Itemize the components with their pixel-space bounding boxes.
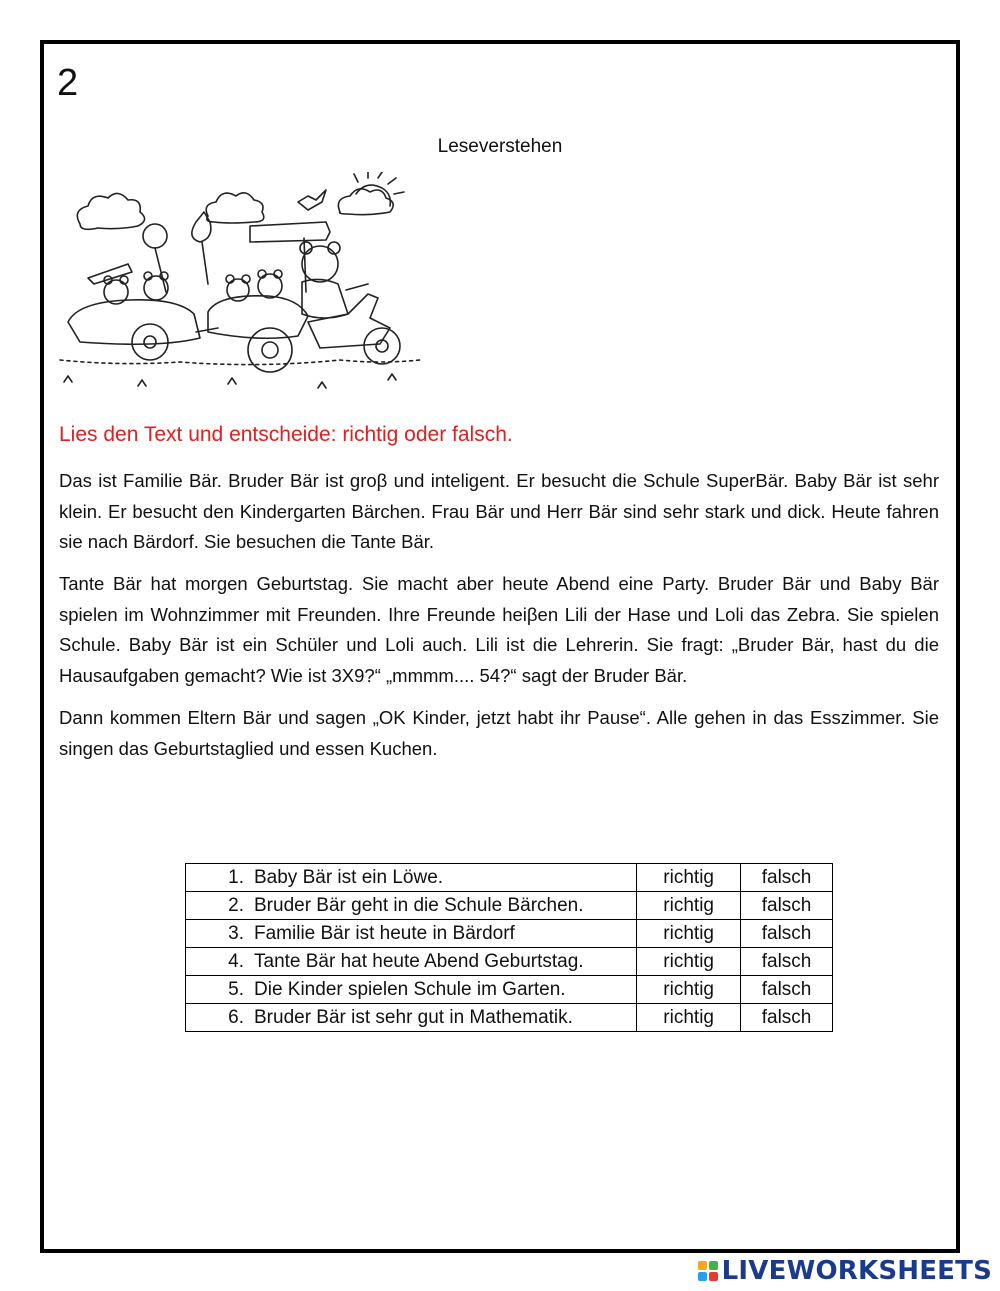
bear-icon [258, 270, 282, 298]
option-richtig[interactable]: richtig [637, 1004, 741, 1032]
option-falsch[interactable]: falsch [741, 864, 833, 892]
table-row [186, 892, 833, 920]
signpost-icon [250, 222, 330, 242]
question-text: Tante Bär hat heute Abend Geburtstag. [254, 951, 584, 972]
motorcycle [308, 294, 390, 348]
option-falsch[interactable]: falsch [741, 948, 833, 976]
bear-family-illustration [58, 172, 424, 400]
cloud-icon [206, 193, 264, 223]
question-number: 3. [228, 923, 244, 944]
sun-icon [354, 172, 404, 206]
wheel [248, 328, 292, 372]
liveworksheets-logo-icon [698, 1261, 718, 1281]
option-richtig[interactable]: richtig [637, 976, 741, 1004]
page-title: Leseverstehen [437, 136, 563, 157]
bear-family-motorcycle-drawing-icon [58, 172, 424, 400]
question-cell [186, 1004, 637, 1032]
option-falsch[interactable]: falsch [741, 1004, 833, 1032]
bird-icon [298, 190, 326, 210]
trailer [68, 300, 200, 344]
wheel [132, 324, 168, 360]
logo-square [709, 1261, 718, 1270]
page-number: 2 [57, 62, 79, 104]
option-richtig[interactable]: richtig [637, 892, 741, 920]
question-number: 2. [228, 895, 244, 916]
reading-paragraph: Tante Bär hat morgen Geburtstag. Sie macht aber heute Abend eine Party. Bruder Bär und Baby Bär spielen im Wohnzimmer mit Freunden. Ihre Freunde heiβen Lili der Hase und Loli das Zebra. Sie spielen Schule. Baby Bär ist ein Schüler und Loli auch. Lili ist die Lehrerin. Sie fragt: „Bruder Bär, hast du die Hausaufgaben gemacht? Wie ist 3X9?“ „mmmm.... 54?“ sagt der Bruder Bär. [59, 573, 939, 686]
logo-square [709, 1272, 718, 1281]
bear-icon [88, 264, 132, 304]
option-falsch[interactable]: falsch [741, 892, 833, 920]
question-cell [186, 948, 637, 976]
question-cell [186, 892, 637, 920]
question-number: 6. [228, 1007, 244, 1028]
table-row [186, 948, 833, 976]
ground [60, 360, 420, 365]
question-text: Baby Bär ist ein Löwe. [254, 867, 444, 888]
brand-name: LIVEWORKSHEETS [721, 1256, 992, 1286]
question-text: Familie Bär ist heute in Bärdorf [254, 923, 515, 944]
reading-paragraph: Dann kommen Eltern Bär und sagen „OK Kinder, jetzt habt ihr Pause“. Alle gehen in das Esszimmer. Sie singen das Geburtstaglied und essen Kuchen. [59, 707, 939, 759]
table-row [186, 864, 833, 892]
true-false-table [185, 863, 833, 1032]
option-richtig[interactable]: richtig [637, 920, 741, 948]
question-text: Bruder Bär geht in die Schule Bärchen. [254, 895, 584, 916]
big-bear-icon [300, 242, 368, 318]
table-row [186, 1004, 833, 1032]
table-row [186, 976, 833, 1004]
option-falsch[interactable]: falsch [741, 976, 833, 1004]
question-cell [186, 864, 637, 892]
reading-paragraph: Das ist Familie Bär. Bruder Bär ist groβ und inteligent. Er besucht die Schule SuperBär. Baby Bär ist sehr klein. Er besucht den Kindergarten Bärchen. Frau Bär und Herr Bär sind sehr stark und dick. Heute fahren sie nach Bärdorf. Sie besuchen die Tante Bär. [59, 470, 939, 552]
liveworksheets-brand[interactable] [698, 1253, 992, 1289]
question-text: Bruder Bär ist sehr gut in Mathematik. [254, 1007, 573, 1028]
question-number: 5. [228, 979, 244, 1000]
cloud-icon [338, 189, 393, 215]
instruction-text: Lies den Text und entscheide: richtig oder falsch. [59, 423, 513, 446]
option-falsch[interactable]: falsch [741, 920, 833, 948]
logo-square [698, 1272, 707, 1281]
question-number: 4. [228, 951, 244, 972]
wheel [364, 328, 400, 364]
option-richtig[interactable]: richtig [637, 948, 741, 976]
balloon-icon [143, 224, 167, 248]
table-row [186, 920, 833, 948]
logo-square [698, 1261, 707, 1270]
cloud-icon [77, 193, 144, 229]
question-number: 1. [228, 867, 244, 888]
question-cell [186, 920, 637, 948]
option-richtig[interactable]: richtig [637, 864, 741, 892]
question-cell [186, 976, 637, 1004]
question-text: Die Kinder spielen Schule im Garten. [254, 979, 566, 1000]
